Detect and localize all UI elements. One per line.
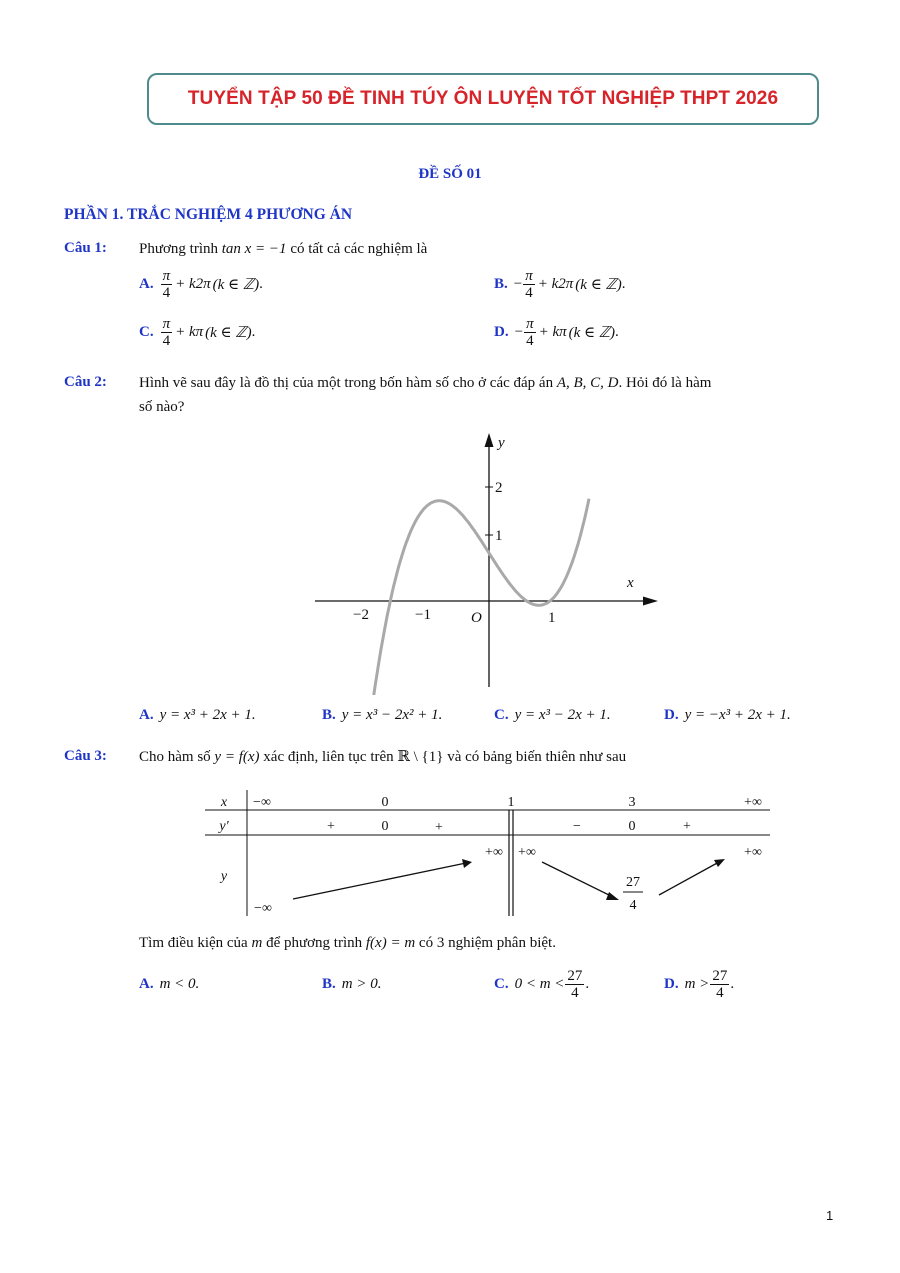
y-axis-label: y [498, 435, 505, 451]
yp-sign-4: + [683, 819, 691, 834]
yp-sign-3: − [573, 819, 581, 834]
q1-option-b-cond: (k ∈ ℤ) [575, 277, 622, 293]
q3-question-var: m [251, 935, 263, 951]
q1-option-d[interactable] [494, 316, 619, 349]
q2-text-line2: số nào? [139, 399, 185, 415]
q1-option-b-label: B. [494, 276, 508, 292]
y-axis-arrow-icon [485, 433, 494, 447]
page-number: 1 [826, 1208, 834, 1223]
row-label-y: y [220, 869, 228, 884]
yp-sign-2: + [435, 820, 443, 835]
yp-sign-1: + [327, 819, 335, 834]
banner-title: TUYỂN TẬP 50 ĐỀ TINH TÚY ÔN LUYỆN TỐT NGHIỆP THPT 2026 [187, 88, 779, 109]
q1-option-a-label: A. [139, 276, 154, 292]
q3-text-before: Cho hàm số [139, 749, 215, 765]
q1-option-d-fraction [524, 316, 536, 349]
q1-option-d-sign: − [514, 324, 524, 340]
question-3-number: Câu 3: [64, 748, 107, 764]
x-value-1: 1 [507, 795, 515, 810]
q1-equation: tan x = −1 [221, 241, 287, 257]
q3-option-a-label: A. [139, 976, 154, 992]
q3-domain: ℝ \ {1} [397, 749, 444, 765]
q1-option-c-den: 4 [162, 333, 171, 349]
q1-option-d-end: . [615, 324, 619, 340]
question-2-text [139, 371, 839, 419]
q2-option-a-expr: y = x³ + 2x + 1. [159, 707, 256, 723]
q3-option-d-num: 27 [712, 968, 728, 984]
q3-option-c-label: C. [494, 976, 509, 992]
question-3-text [139, 745, 626, 769]
part-title: PHẦN 1. TRẮC NGHIỆM 4 PHƯƠNG ÁN [64, 206, 353, 223]
x-value-neg-infinity: −∞ [253, 795, 271, 810]
arrow-decrease [542, 862, 613, 897]
q2-text-line1-end: . Hỏi đó là hàm [618, 375, 712, 391]
q2-option-b-label: B. [322, 707, 336, 723]
x-value-0: 0 [381, 795, 389, 810]
x-axis-arrow-icon [643, 597, 658, 606]
q1-option-b-fraction [523, 268, 535, 301]
q3-option-c-pre: 0 < m < [514, 976, 565, 992]
q1-option-b-sign: − [513, 276, 523, 292]
y-value-right-pos-infinity: +∞ [518, 845, 536, 860]
question-3-condition [139, 931, 556, 955]
arrow-increase-1 [293, 863, 466, 899]
q1-option-d-cond: (k ∈ ℤ) [568, 325, 616, 341]
q1-option-d-label: D. [494, 324, 509, 340]
q3-option-b-label: B. [322, 976, 336, 992]
q2-option-c-label: C. [494, 707, 509, 723]
q1-option-b-rest: + k2π [537, 276, 574, 292]
q3-option-c-num: 27 [567, 968, 583, 984]
variation-table [200, 788, 775, 920]
question-1-text [139, 237, 427, 261]
y-value-end-pos-infinity: +∞ [744, 845, 762, 860]
q1-option-d-den: 4 [526, 333, 534, 349]
q1-option-a[interactable] [139, 268, 263, 301]
q3-question-mid: để phương trình [262, 935, 366, 951]
y-value-neg-infinity: −∞ [254, 901, 272, 916]
question-2-number: Câu 2: [64, 374, 107, 390]
origin-label: O [471, 610, 482, 626]
q1-option-b-den: 4 [525, 285, 533, 301]
q1-option-a-den: 4 [162, 285, 171, 301]
q3-question-after: có 3 nghiệm phân biệt. [415, 935, 556, 951]
q3-option-b-text: m > 0. [341, 976, 382, 992]
q2-option-b[interactable] [322, 707, 442, 724]
q3-option-d-pre: m > [684, 976, 710, 992]
q3-question-before: Tìm điều kiện của [139, 935, 252, 951]
q1-option-b[interactable] [494, 268, 625, 301]
arrow-increase-2-head-icon [714, 859, 725, 867]
q2-option-d-expr: y = −x³ + 2x + 1. [684, 707, 791, 723]
arrow-increase-2 [659, 862, 719, 895]
q3-option-c-den: 4 [571, 985, 579, 1001]
q1-option-d-rest: + kπ [538, 324, 567, 340]
q3-option-d[interactable] [664, 968, 734, 1001]
q3-question-eq: f(x) = m [365, 935, 416, 951]
q1-option-c-cond: (k ∈ ℤ) [205, 325, 252, 341]
cubic-function-graph [300, 425, 670, 695]
q1-option-c-fraction [161, 316, 173, 349]
q2-text-line1: Hình vẽ sau đây là đồ thị của một trong bốn hàm số cho ở các đáp án [139, 375, 557, 391]
q2-option-d[interactable] [664, 707, 791, 724]
row-label-yprime: y′ [219, 819, 229, 834]
x-tick-label-1: 1 [548, 610, 556, 626]
x-tick-label-neg2: −2 [353, 607, 369, 623]
exam-subtitle: ĐỀ SỐ 01 [418, 166, 482, 182]
cubic-curve [356, 499, 589, 695]
q3-option-d-den: 4 [716, 985, 724, 1001]
yp-sign-zero-2: 0 [628, 819, 636, 834]
y-min-denominator: 4 [629, 898, 637, 913]
q3-option-d-end: . [730, 976, 735, 992]
q3-option-d-fraction [710, 968, 729, 1001]
q3-option-a-text: m < 0. [159, 976, 200, 992]
q1-option-a-end: . [259, 276, 263, 292]
q1-text-before: Phương trình [139, 241, 222, 257]
q1-text-after: có tất cả các nghiệm là [286, 241, 428, 257]
q1-option-a-rest: + k2π [175, 276, 211, 292]
q2-option-c[interactable] [494, 707, 611, 724]
x-axis-label: x [627, 575, 634, 591]
q1-option-d-num: π [526, 316, 534, 332]
question-1-number: Câu 1: [64, 240, 107, 256]
q1-option-c[interactable] [139, 316, 255, 349]
q1-option-a-fraction [161, 268, 173, 301]
y-value-left-pos-infinity: +∞ [485, 845, 503, 860]
q2-option-a[interactable] [139, 707, 256, 724]
q3-text-after: và có bảng biến thiên như sau [443, 749, 627, 765]
y-min-numerator: 27 [626, 875, 640, 890]
q1-option-a-num: π [162, 268, 171, 284]
q2-option-c-expr: y = x³ − 2x + 1. [514, 707, 611, 723]
q3-option-c[interactable] [494, 968, 589, 1001]
q3-option-b[interactable] [322, 976, 381, 993]
q1-option-a-cond: (k ∈ ℤ) [212, 277, 260, 293]
q3-text-mid: xác định, liên tục trên [259, 749, 398, 765]
y-tick-label-2: 2 [495, 480, 503, 496]
q2-option-d-label: D. [664, 707, 679, 723]
q1-option-c-end: . [251, 324, 256, 340]
q2-option-b-expr: y = x³ − 2x² + 1. [341, 707, 443, 723]
q1-option-c-num: π [162, 316, 171, 332]
y-tick-label-1: 1 [495, 528, 503, 544]
q1-option-b-num: π [525, 268, 533, 284]
q3-option-a[interactable] [139, 976, 199, 993]
arrow-increase-1-head-icon [462, 859, 472, 868]
title-banner [147, 73, 819, 125]
q2-option-a-label: A. [139, 707, 154, 723]
q1-option-c-label: C. [139, 324, 154, 340]
q3-option-c-fraction [565, 968, 584, 1001]
q3-func: y = f(x) [214, 749, 260, 765]
arrow-decrease-head-icon [606, 892, 619, 900]
yp-sign-zero-1: 0 [381, 819, 389, 834]
x-tick-label-neg1: −1 [415, 607, 431, 623]
q3-option-d-label: D. [664, 976, 679, 992]
q1-option-c-rest: + kπ [175, 324, 204, 340]
q2-text-vars: A, B, C, D [556, 375, 619, 391]
q3-option-c-end: . [585, 976, 590, 992]
x-value-3: 3 [628, 795, 636, 810]
x-value-pos-infinity: +∞ [744, 795, 762, 810]
q1-option-b-end: . [621, 276, 626, 292]
row-label-x: x [220, 795, 228, 810]
